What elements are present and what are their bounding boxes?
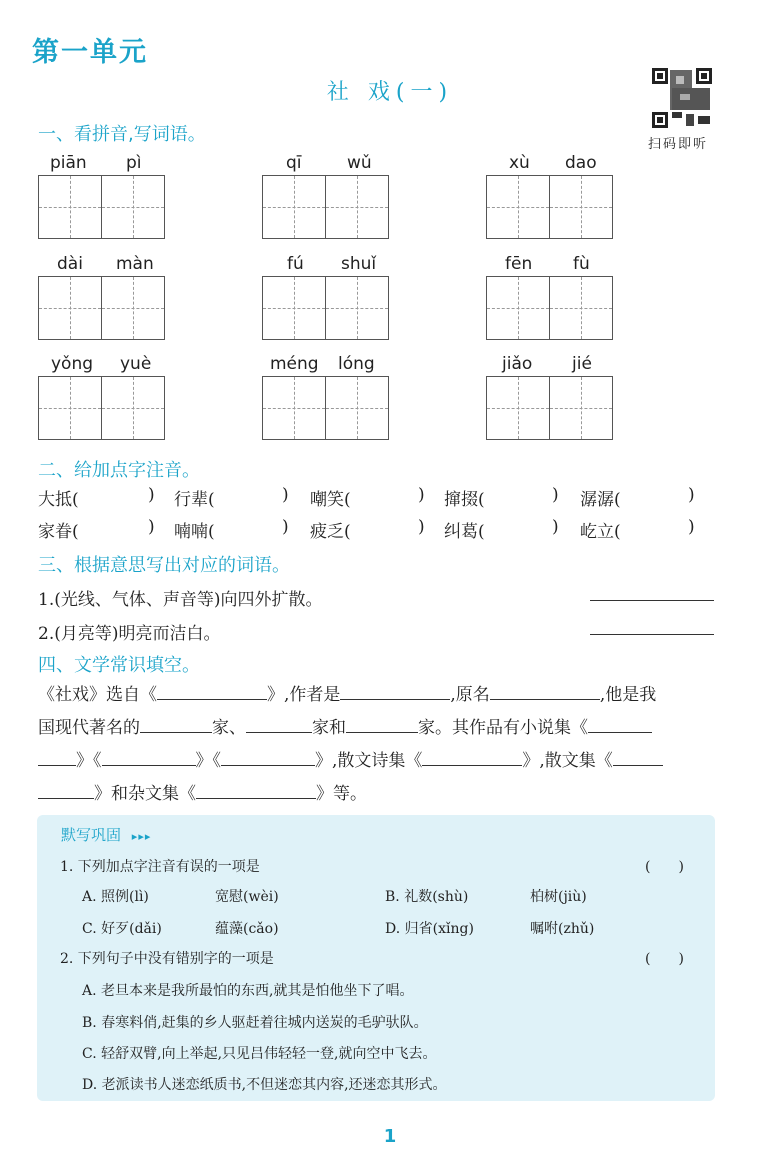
phonetic-word: 大抵( [38, 490, 79, 510]
lesson-title: 社 戏(一) [326, 80, 454, 105]
writing-cell[interactable] [325, 276, 389, 340]
close-paren: ) [552, 517, 559, 537]
pinyin: méng [270, 354, 319, 374]
pinyin: màn [116, 254, 154, 274]
writing-cell[interactable] [486, 276, 550, 340]
phonetic-item [38, 517, 79, 542]
text: 》,散文诗集《 [315, 751, 423, 771]
answer-paren[interactable]: ( ) [645, 859, 684, 875]
text: 》,作者是 [267, 685, 341, 705]
pinyin: fù [573, 254, 590, 274]
blank[interactable] [102, 747, 196, 766]
blank[interactable] [613, 747, 663, 766]
option-d2: 嘱咐(zhǔ) [530, 921, 595, 937]
option-c1[interactable]: C. 好歹(dǎi) [82, 921, 162, 937]
text: 国现代著名的 [38, 718, 140, 738]
pinyin: jiǎo [502, 354, 533, 374]
review-title [61, 824, 151, 845]
phonetic-item [174, 517, 215, 542]
writing-grid[interactable] [486, 175, 611, 239]
lit-line-1 [38, 680, 656, 705]
blank[interactable] [157, 681, 267, 700]
writing-grid[interactable] [486, 376, 611, 440]
phonetic-item [580, 517, 621, 542]
text: 家。其作品有小说集《 [418, 718, 588, 738]
pinyin: jié [572, 354, 592, 374]
text: ,原名 [450, 685, 490, 705]
text: 》《 [76, 751, 102, 771]
close-paren: ) [148, 485, 155, 505]
pinyin: yǒng [51, 354, 94, 374]
section1-title: 一、看拼音,写词语。 [38, 124, 206, 145]
phonetic-word: 嘲笑( [310, 490, 351, 510]
writing-cell[interactable] [325, 175, 389, 239]
blank[interactable] [422, 747, 522, 766]
review-question-1: 1. 下列加点字注音有误的一项是 [60, 859, 260, 875]
option-a[interactable]: A. 老旦本来是我所最怕的东西,就其是怕他坐下了唱。 [82, 983, 414, 999]
option-d1[interactable]: D. 归省(xǐng) [385, 921, 474, 937]
close-paren: ) [688, 517, 695, 537]
option-b1[interactable]: B. 礼数(shù) [385, 889, 469, 905]
text: 《社戏》选自《 [38, 685, 157, 705]
qr-caption: 扫码即听 [648, 137, 709, 152]
writing-grid[interactable] [486, 276, 611, 340]
option-c2: 蕴藻(cǎo) [215, 921, 279, 937]
close-paren: ) [688, 485, 695, 505]
text: 家和 [312, 718, 346, 738]
writing-cell[interactable] [101, 376, 165, 440]
option-a1[interactable]: A. 照例(lì) [82, 889, 149, 905]
close-paren: ) [418, 517, 425, 537]
phonetic-word: 喃喃( [174, 522, 215, 542]
close-paren: ) [552, 485, 559, 505]
option-b2: 柏树(jiù) [530, 889, 587, 905]
pinyin: fēn [505, 254, 533, 274]
writing-cell[interactable] [38, 376, 102, 440]
blank[interactable] [38, 747, 76, 766]
lit-line-2 [38, 713, 652, 738]
text: ,他是我 [599, 685, 657, 705]
question-1: 1.(光线、气体、声音等)向四外扩散。 [38, 590, 323, 610]
section4-title: 四、文学常识填空。 [38, 655, 200, 676]
writing-cell[interactable] [325, 376, 389, 440]
question-2: 2.(月亮等)明亮而洁白。 [38, 624, 221, 644]
answer-paren[interactable]: ( ) [645, 951, 684, 967]
blank[interactable] [490, 681, 600, 700]
writing-cell[interactable] [549, 175, 613, 239]
blank[interactable] [140, 714, 212, 733]
phonetic-item [310, 485, 351, 510]
phonetic-word: 纠葛( [444, 522, 485, 542]
blank[interactable] [340, 681, 450, 700]
unit-title: 第一单元 [32, 37, 148, 68]
answer-line[interactable] [590, 634, 714, 635]
writing-cell[interactable] [101, 175, 165, 239]
phonetic-word: 撺掇( [444, 490, 485, 510]
review-question-2: 2. 下列句子中没有错别字的一项是 [60, 951, 274, 967]
writing-cell[interactable] [486, 376, 550, 440]
phonetic-item [580, 485, 621, 510]
lit-line-4 [38, 779, 367, 804]
close-paren: ) [418, 485, 425, 505]
writing-cell[interactable] [549, 276, 613, 340]
phonetic-item [444, 485, 485, 510]
phonetic-word: 行辈( [174, 490, 215, 510]
writing-grid[interactable] [38, 276, 163, 340]
blank[interactable] [196, 780, 316, 799]
lit-line-3 [38, 746, 663, 771]
text: 》,散文集《 [522, 751, 613, 771]
pinyin: xù [509, 153, 530, 173]
page-number: 1 [383, 1126, 397, 1147]
pinyin: dao [565, 153, 597, 173]
pinyin: pì [126, 153, 142, 173]
pinyin: yuè [120, 354, 152, 374]
writing-cell[interactable] [262, 376, 326, 440]
option-b[interactable]: B. 春寒料俏,赶集的乡人驱赶着往城内送炭的毛驴驮队。 [82, 1015, 428, 1031]
answer-line[interactable] [590, 600, 714, 601]
phonetic-item [444, 517, 485, 542]
pinyin: lóng [338, 354, 375, 374]
pinyin: fú [287, 254, 304, 274]
phonetic-item [38, 485, 79, 510]
qr-code-icon [650, 66, 714, 130]
writing-cell[interactable] [549, 376, 613, 440]
writing-cell[interactable] [101, 276, 165, 340]
phonetic-item [174, 485, 215, 510]
text: 家、 [212, 718, 246, 738]
blank[interactable] [588, 714, 652, 733]
close-paren: ) [282, 517, 289, 537]
blank[interactable] [221, 747, 315, 766]
pinyin: wǔ [347, 153, 372, 173]
phonetic-word: 家眷( [38, 522, 79, 542]
writing-grid[interactable] [262, 175, 387, 239]
writing-grid[interactable] [38, 175, 163, 239]
phonetic-item [310, 517, 351, 542]
qr-code[interactable] [650, 66, 714, 130]
section2-title: 二、给加点字注音。 [38, 460, 200, 481]
writing-cell[interactable] [262, 175, 326, 239]
section3-title: 三、根据意思写出对应的词语。 [38, 555, 290, 576]
writing-grid[interactable] [262, 276, 387, 340]
phonetic-word: 屹立( [580, 522, 621, 542]
pinyin: dài [57, 254, 83, 274]
writing-grid[interactable] [262, 376, 387, 440]
phonetic-word: 潺潺( [580, 490, 621, 510]
close-paren: ) [282, 485, 289, 505]
arrows-icon: ▸▸▸ [131, 830, 152, 843]
pinyin: shuǐ [341, 254, 377, 274]
text: 》和杂文集《 [94, 784, 196, 804]
text: 》等。 [316, 784, 367, 804]
writing-cell[interactable] [262, 276, 326, 340]
phonetic-word: 疲乏( [310, 522, 351, 542]
blank[interactable] [246, 714, 312, 733]
writing-cell[interactable] [38, 276, 102, 340]
text: 》《 [195, 751, 221, 771]
blank[interactable] [346, 714, 418, 733]
option-c[interactable]: C. 轻舒双臂,向上举起,只见吕伟轻轻一登,就向空中飞去。 [82, 1046, 437, 1062]
close-paren: ) [148, 517, 155, 537]
writing-grid[interactable] [38, 376, 163, 440]
option-a2: 宽慰(wèi) [215, 889, 279, 905]
writing-cell[interactable] [486, 175, 550, 239]
option-d[interactable]: D. 老派读书人迷恋纸质书,不但迷恋其内容,还迷恋其形式。 [82, 1077, 447, 1093]
writing-cell[interactable] [38, 175, 102, 239]
review-title-text: 默写巩固 [61, 826, 122, 844]
pinyin: piān [50, 153, 87, 173]
pinyin: qī [286, 153, 302, 173]
blank[interactable] [38, 780, 94, 799]
